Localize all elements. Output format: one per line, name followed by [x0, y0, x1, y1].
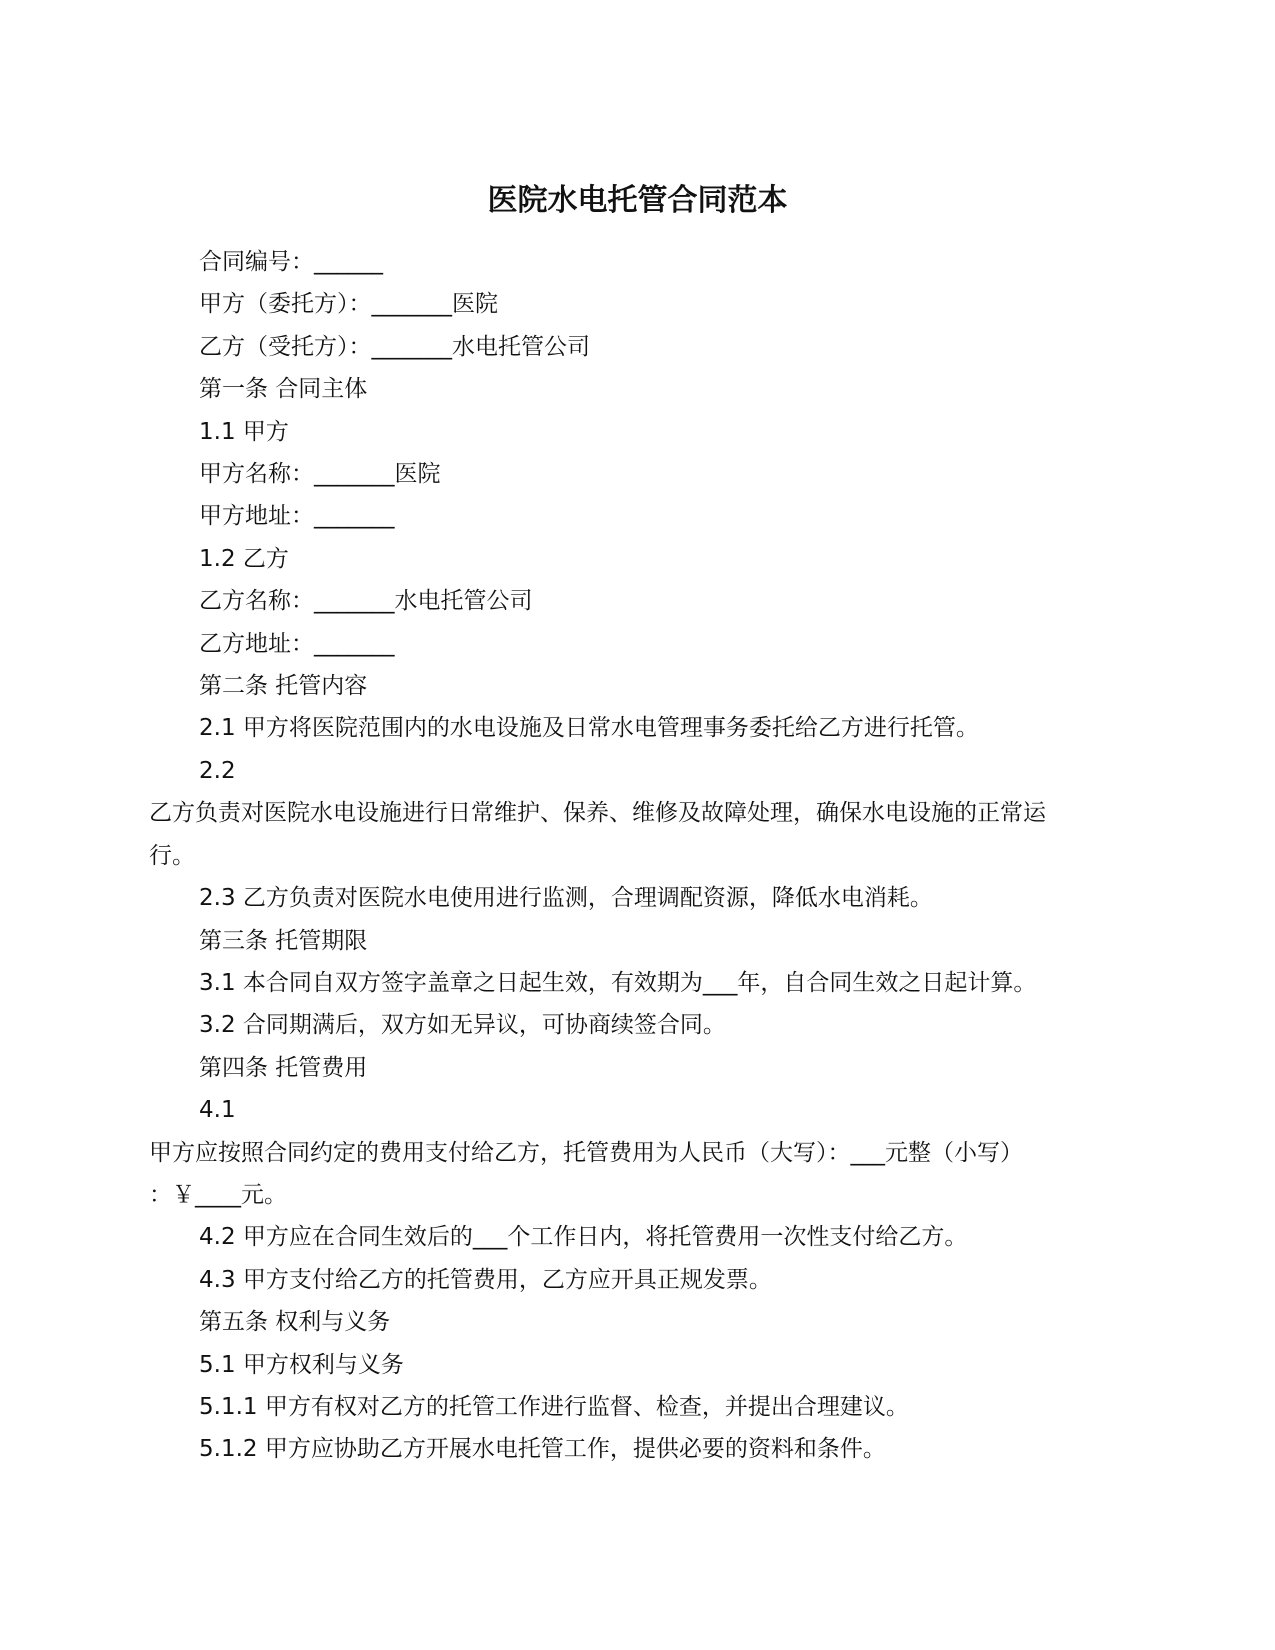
- party-a-name-line: 甲方名称：_______医院: [199, 461, 441, 488]
- party-b-name-line: 乙方名称：_______水电托管公司: [199, 588, 533, 615]
- clause-2-3: 2.3 乙方负责对医院水电使用进行监测，合理调配资源，降低水电消耗。: [199, 885, 933, 912]
- party-a-address-line: 甲方地址：_______: [199, 503, 395, 530]
- contract-number-line: 合同编号：______: [199, 249, 383, 275]
- clause-3-2: 3.2 合同期满后，双方如无异议，可协商续签合同。: [199, 1012, 726, 1039]
- clause-2-2-number: 2.2: [199, 757, 236, 784]
- article-1-heading: 第一条 合同主体: [199, 376, 368, 403]
- clause-2-1: 2.1 甲方将医院范围内的水电设施及日常水电管理事务委托给乙方进行托管。: [199, 715, 979, 742]
- article-5-heading: 第五条 权利与义务: [199, 1309, 391, 1336]
- article-2-heading: 第二条 托管内容: [199, 673, 368, 700]
- clause-1-1: 1.1 甲方: [199, 418, 289, 445]
- clause-5-1-1: 5.1.1 甲方有权对乙方的托管工作进行监督、检查，并提出合理建议。: [199, 1393, 909, 1420]
- party-a-line: 甲方（委托方）：_______医院: [199, 291, 498, 318]
- party-b-address-line: 乙方地址：_______: [199, 630, 395, 657]
- document-title: 医院水电托管合同范本: [487, 183, 788, 218]
- article-3-heading: 第三条 托管期限: [199, 927, 368, 954]
- clause-2-2-text: 乙方负责对医院水电设施进行日常维护、保养、维修及故障处理，确保水电设施的正常运: [149, 800, 1046, 827]
- clause-4-1-continuation: ：￥____元。: [149, 1181, 287, 1208]
- article-4-heading: 第四条 托管费用: [199, 1054, 368, 1081]
- party-b-line: 乙方（受托方）：_______水电托管公司: [199, 333, 590, 360]
- clause-3-1: 3.1 本合同自双方签字盖章之日起生效，有效期为___年，自合同生效之日起计算。: [199, 969, 1037, 996]
- clause-4-1-text: 甲方应按照合同约定的费用支付给乙方，托管费用为人民币（大写）：___元整（小写）: [149, 1139, 1023, 1166]
- clause-4-1-number: 4.1: [199, 1097, 236, 1124]
- clause-1-2: 1.2 乙方: [199, 545, 289, 572]
- document-body: [149, 241, 1133, 1471]
- clause-5-1-2: 5.1.2 甲方应协助乙方开展水电托管工作，提供必要的资料和条件。: [199, 1436, 886, 1463]
- clause-4-2: 4.2 甲方应在合同生效后的___个工作日内，将托管费用一次性支付给乙方。: [199, 1224, 968, 1251]
- clause-2-2-continuation: 行。: [149, 842, 195, 869]
- clause-5-1: 5.1 甲方权利与义务: [199, 1351, 404, 1378]
- clause-4-3: 4.3 甲方支付给乙方的托管费用，乙方应开具正规发票。: [199, 1266, 772, 1293]
